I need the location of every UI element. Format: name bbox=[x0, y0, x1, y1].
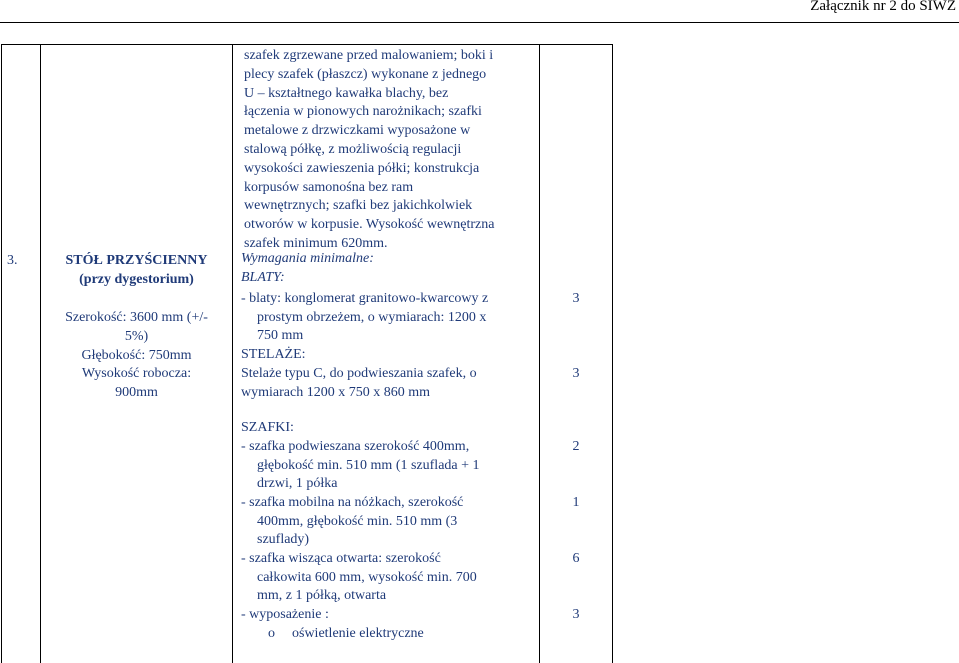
stelaze-line: Stelaże typu C, do podwieszania szafek, o bbox=[241, 366, 477, 381]
stelaze-heading: STELAŻE: bbox=[241, 347, 306, 362]
page-header bbox=[0, 0, 959, 23]
sub-bullet: o bbox=[268, 626, 275, 641]
desc-line: łączenia w pionowych narożnikach; szafki bbox=[244, 104, 482, 120]
item-name bbox=[41, 252, 232, 289]
desc-line: metalowe z drzwiczkami wyposażone w bbox=[244, 123, 471, 139]
stelaze-spec bbox=[241, 365, 477, 402]
desc-line: stalową półkę, z możliwością regulacji bbox=[244, 141, 462, 157]
szafki-item-4: - wyposażenie : bbox=[241, 607, 329, 622]
qty-szafka-3: 6 bbox=[572, 551, 580, 566]
szafki-line: 400mm, głębokość min. 510 mm (3 bbox=[257, 513, 458, 529]
desc-line: wysokości zawieszenia półki; konstrukcja bbox=[244, 160, 480, 176]
table-border-right bbox=[612, 44, 613, 663]
dim-line: 5%) bbox=[124, 328, 149, 344]
description-top bbox=[244, 47, 494, 254]
szafki-line: całkowita 600 mm, wysokość min. 700 bbox=[257, 569, 477, 585]
szafki-item-3 bbox=[241, 550, 477, 606]
desc-line: wewnętrznych; szafki bez jakichkolwiek bbox=[244, 198, 473, 214]
item-name-line2: (przy dygestorium) bbox=[79, 271, 194, 287]
item-dimensions bbox=[41, 309, 232, 403]
stelaze-line: wymiarach 1200 x 750 x 860 mm bbox=[241, 384, 430, 400]
header-text: Załącznik nr 2 do SIWZ bbox=[810, 0, 956, 14]
desc-line: U – kształtnego kawałka blachy, bez bbox=[244, 85, 449, 101]
item-number: 3. bbox=[7, 253, 18, 268]
desc-line: otworów w korpusie. Wysokość wewnętrzna bbox=[244, 217, 495, 233]
szafki-line: szuflady) bbox=[257, 532, 310, 547]
blaty-line: 750 mm bbox=[257, 328, 304, 343]
min-requirements-heading: Wymagania minimalne: bbox=[241, 251, 374, 266]
dim-line: Wysokość robocza: bbox=[81, 366, 192, 382]
desc-line: szafek zgrzewane przed malowaniem; boki i bbox=[244, 48, 494, 63]
qty-lighting: 3 bbox=[572, 607, 580, 622]
szafki-line: głębokość min. 510 mm (1 szuflada + 1 bbox=[257, 457, 480, 473]
szafki-line: - szafka podwieszana szerokość 400mm, bbox=[241, 439, 470, 454]
szafki-line: - szafka wisząca otwarta: szerokość bbox=[241, 551, 441, 566]
item-name-line1: STÓŁ PRZYŚCIENNY bbox=[65, 253, 208, 268]
blaty-line: - blaty: konglomerat granitowo-kwarcowy z bbox=[241, 291, 489, 306]
desc-line: plecy szafek (płaszcz) wykonane z jednego bbox=[244, 66, 487, 82]
szafki-item-1 bbox=[241, 438, 480, 494]
table-border-col3 bbox=[539, 44, 540, 663]
dim-line: Szerokość: 3600 mm (+/- bbox=[65, 310, 208, 325]
qty-stelaze: 3 bbox=[572, 366, 580, 381]
dim-line: Głębokość: 750mm bbox=[81, 347, 192, 363]
table-border-col2 bbox=[232, 44, 233, 663]
blaty-line: prostym obrzeżem, o wymiarach: 1200 x bbox=[257, 309, 487, 325]
table-border-left bbox=[1, 44, 2, 663]
szafki-heading: SZAFKI: bbox=[241, 420, 294, 435]
qty-blaty: 3 bbox=[572, 291, 580, 306]
szafki-item-2 bbox=[241, 494, 463, 550]
blaty-spec bbox=[241, 290, 488, 346]
szafki-line: - szafka mobilna na nóżkach, szerokość bbox=[241, 495, 464, 510]
qty-szafka-2: 1 bbox=[572, 495, 580, 510]
szafki-line: drzwi, 1 półka bbox=[257, 476, 338, 491]
blaty-heading: BLATY: bbox=[241, 270, 285, 285]
szafki-line: mm, z 1 półką, otwarta bbox=[257, 588, 387, 603]
desc-line: korpusów samonośna bez ram bbox=[244, 179, 414, 195]
qty-szafka-1: 2 bbox=[572, 439, 580, 454]
dim-line: 900mm bbox=[115, 385, 158, 401]
table-border-top bbox=[1, 44, 613, 45]
desc-line: szafek minimum 620mm. bbox=[244, 235, 388, 251]
sub-item-lighting: oświetlenie elektryczne bbox=[292, 626, 424, 641]
